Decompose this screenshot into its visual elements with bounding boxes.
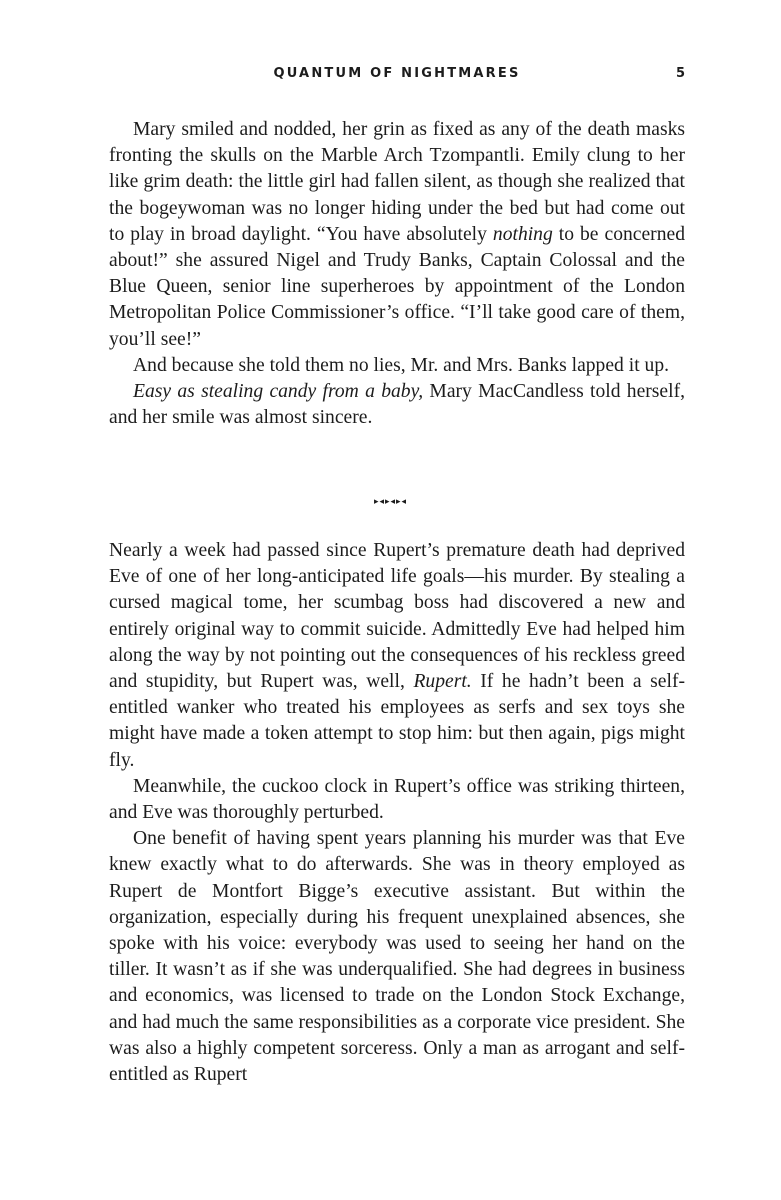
paragraph bbox=[109, 538, 685, 774]
italic-text: Easy as stealing candy from a baby, bbox=[133, 381, 424, 403]
text-run: Mary MacCandless told herself, and her smile was almost sincere. bbox=[109, 381, 685, 429]
page-number: 5 bbox=[675, 66, 685, 81]
paragraph bbox=[109, 117, 685, 353]
italic-text: Rupert. bbox=[413, 671, 472, 693]
paragraph: One benefit of having spent years planning his murder was that Eve knew exactly what to do afterwards. She was in theory employed as Rupert de Montfort Bigge’s executive assistant. But within the organization, especially during his frequent unexplained absences, she spoke with his voice: everybody was used to seeing her hand on the tiller. It wasn’t as if she was underqualified. She had degrees in business and economics, was licensed to trade on the London Stock Exchange, and had much the same responsibilities as a corporate vice president. She was also a highly competent sorceress. Only a man as arrogant and self-entitled as Rupert bbox=[109, 828, 685, 1086]
text-run: Nearly a week had passed since Rupert’s premature death had deprived Eve of one of her long-anticipated life goals—his murder. By stealing a cursed magical tome, her scumbag boss had discovered a new and entirely original way to commit suicide. Admittedly Eve had helped him along the way by not pointing out the consequences of his reckless greed and stupidity, but Rupert was, well, bbox=[109, 540, 685, 693]
paragraph: Meanwhile, the cuckoo clock in Rupert’s office was striking thirteen, and Eve was thoroughly perturbed. bbox=[109, 775, 685, 824]
page-header bbox=[109, 64, 685, 86]
italic-text: nothing bbox=[492, 223, 553, 245]
running-title: QUANTUM OF NIGHTMARES bbox=[273, 66, 521, 81]
text-run: to be concerned about!” she assured Nigel and Trudy Banks, Captain Colossal and the Blue Queen, senior line superheroes by appointment of the London Metropolitan Police Commissioner’s office. “I’ll take good care of them, you’ll see!” bbox=[109, 223, 685, 350]
text-run: If he hadn’t been a self-entitled wanker who treated his employees as serfs and sex toys she might have made a token attempt to stop him: but then again, pigs might fly. bbox=[109, 671, 686, 771]
paragraph bbox=[109, 379, 685, 431]
section-break-ornament: ▸◂▸◂▸◂ bbox=[373, 497, 408, 507]
section-two bbox=[109, 538, 685, 1088]
text-run: Mary smiled and nodded, her grin as fixed as any of the death masks fronting the skulls on the Marble Arch Tzompantli. Emily clung to her like grim death: the little girl had fallen silent, as though she realized that the bogeywoman was no longer hiding under the bed but had come out to play in broad daylight. “You have absolutely bbox=[109, 119, 685, 245]
section-one bbox=[109, 117, 685, 431]
paragraph: And because she told them no lies, Mr. and Mrs. Banks lapped it up. bbox=[133, 354, 670, 376]
